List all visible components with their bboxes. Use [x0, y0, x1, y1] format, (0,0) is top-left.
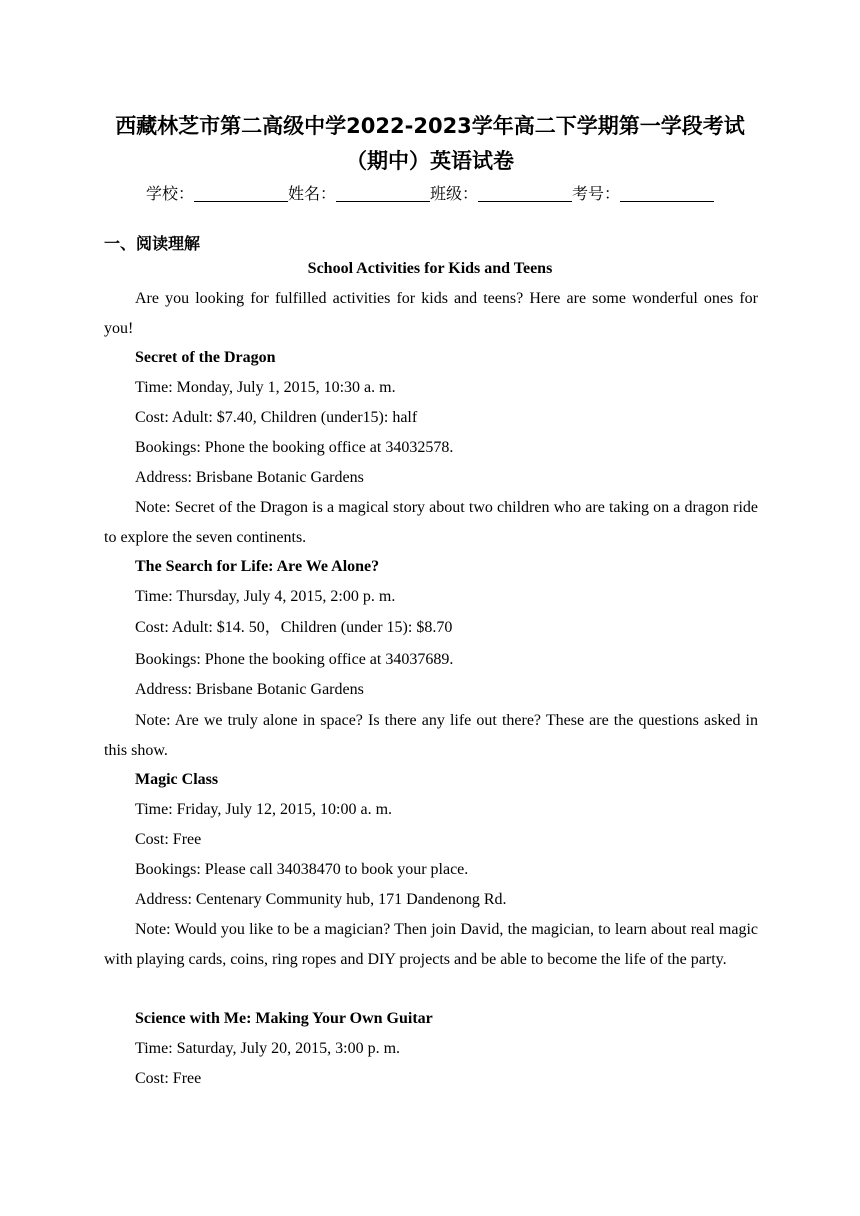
class-blank[interactable] [478, 183, 572, 202]
event-note: Note: Are we truly alone in space? Is there any life out there? These are the questions asked in this show. [104, 712, 758, 759]
event-cost: Cost: Free [135, 1070, 202, 1087]
section-heading: 一、阅读理解 [104, 234, 201, 253]
event-bookings: Bookings: Phone the booking office at 34032578. [135, 439, 454, 456]
event-note: Note: Secret of the Dragon is a magical story about two children who are taking on a dragon ride to explore the seven continents. [104, 499, 758, 546]
event-address: Address: Brisbane Botanic Gardens [135, 681, 364, 698]
event-address: Address: Brisbane Botanic Gardens [135, 469, 364, 486]
class-label: 班级： [430, 184, 479, 203]
event-time: Time: Friday, July 12, 2015, 10:00 a. m. [135, 801, 393, 818]
event-address: Address: Centenary Community hub, 171 Dandenong Rd. [135, 891, 507, 908]
event-bookings: Bookings: Phone the booking office at 34037689. [135, 651, 454, 668]
passage-title: School Activities for Kids and Teens [307, 260, 553, 277]
exam-title-line1: 西藏林芝市第二高级中学2022-2023学年高二下学期第一学段考试 [115, 114, 745, 138]
event-name: Magic Class [135, 771, 219, 788]
passage-intro: Are you looking for fulfilled activities for kids and teens? Here are some wonderful ones for you! [104, 290, 758, 337]
event-name: The Search for Life: Are We Alone? [135, 558, 380, 575]
name-label: 姓名： [287, 184, 336, 203]
exam-no-blank[interactable] [620, 183, 714, 202]
event-time: Time: Thursday, July 4, 2015, 2:00 p. m. [135, 588, 396, 605]
exam-no-label: 考号： [572, 184, 621, 203]
school-label: 学校： [145, 184, 194, 203]
name-blank[interactable] [336, 183, 430, 202]
event-name: Science with Me: Making Your Own Guitar [135, 1010, 433, 1027]
event-time: Time: Saturday, July 20, 2015, 3:00 p. m. [135, 1040, 401, 1057]
exam-title-line2: （期中）英语试卷 [346, 149, 514, 173]
event-name: Secret of the Dragon [135, 349, 276, 366]
student-info-line [0, 181, 860, 207]
event-bookings: Bookings: Please call 34038470 to book your place. [135, 861, 469, 878]
event-cost: Cost: Adult: $7.40, Children (under15): half [135, 409, 418, 426]
event-note: Note: Would you like to be a magician? Then join David, the magician, to learn about real magic with playing cards, coins, ring ropes and DIY projects and be able to become the life of the party. [104, 921, 758, 968]
event-cost: Cost: Free [135, 831, 202, 848]
event-cost: Cost: Adult: $14. 50，Children (under 15): $8.70 [135, 619, 453, 636]
school-blank[interactable] [194, 183, 288, 202]
event-time: Time: Monday, July 1, 2015, 10:30 a. m. [135, 379, 396, 396]
